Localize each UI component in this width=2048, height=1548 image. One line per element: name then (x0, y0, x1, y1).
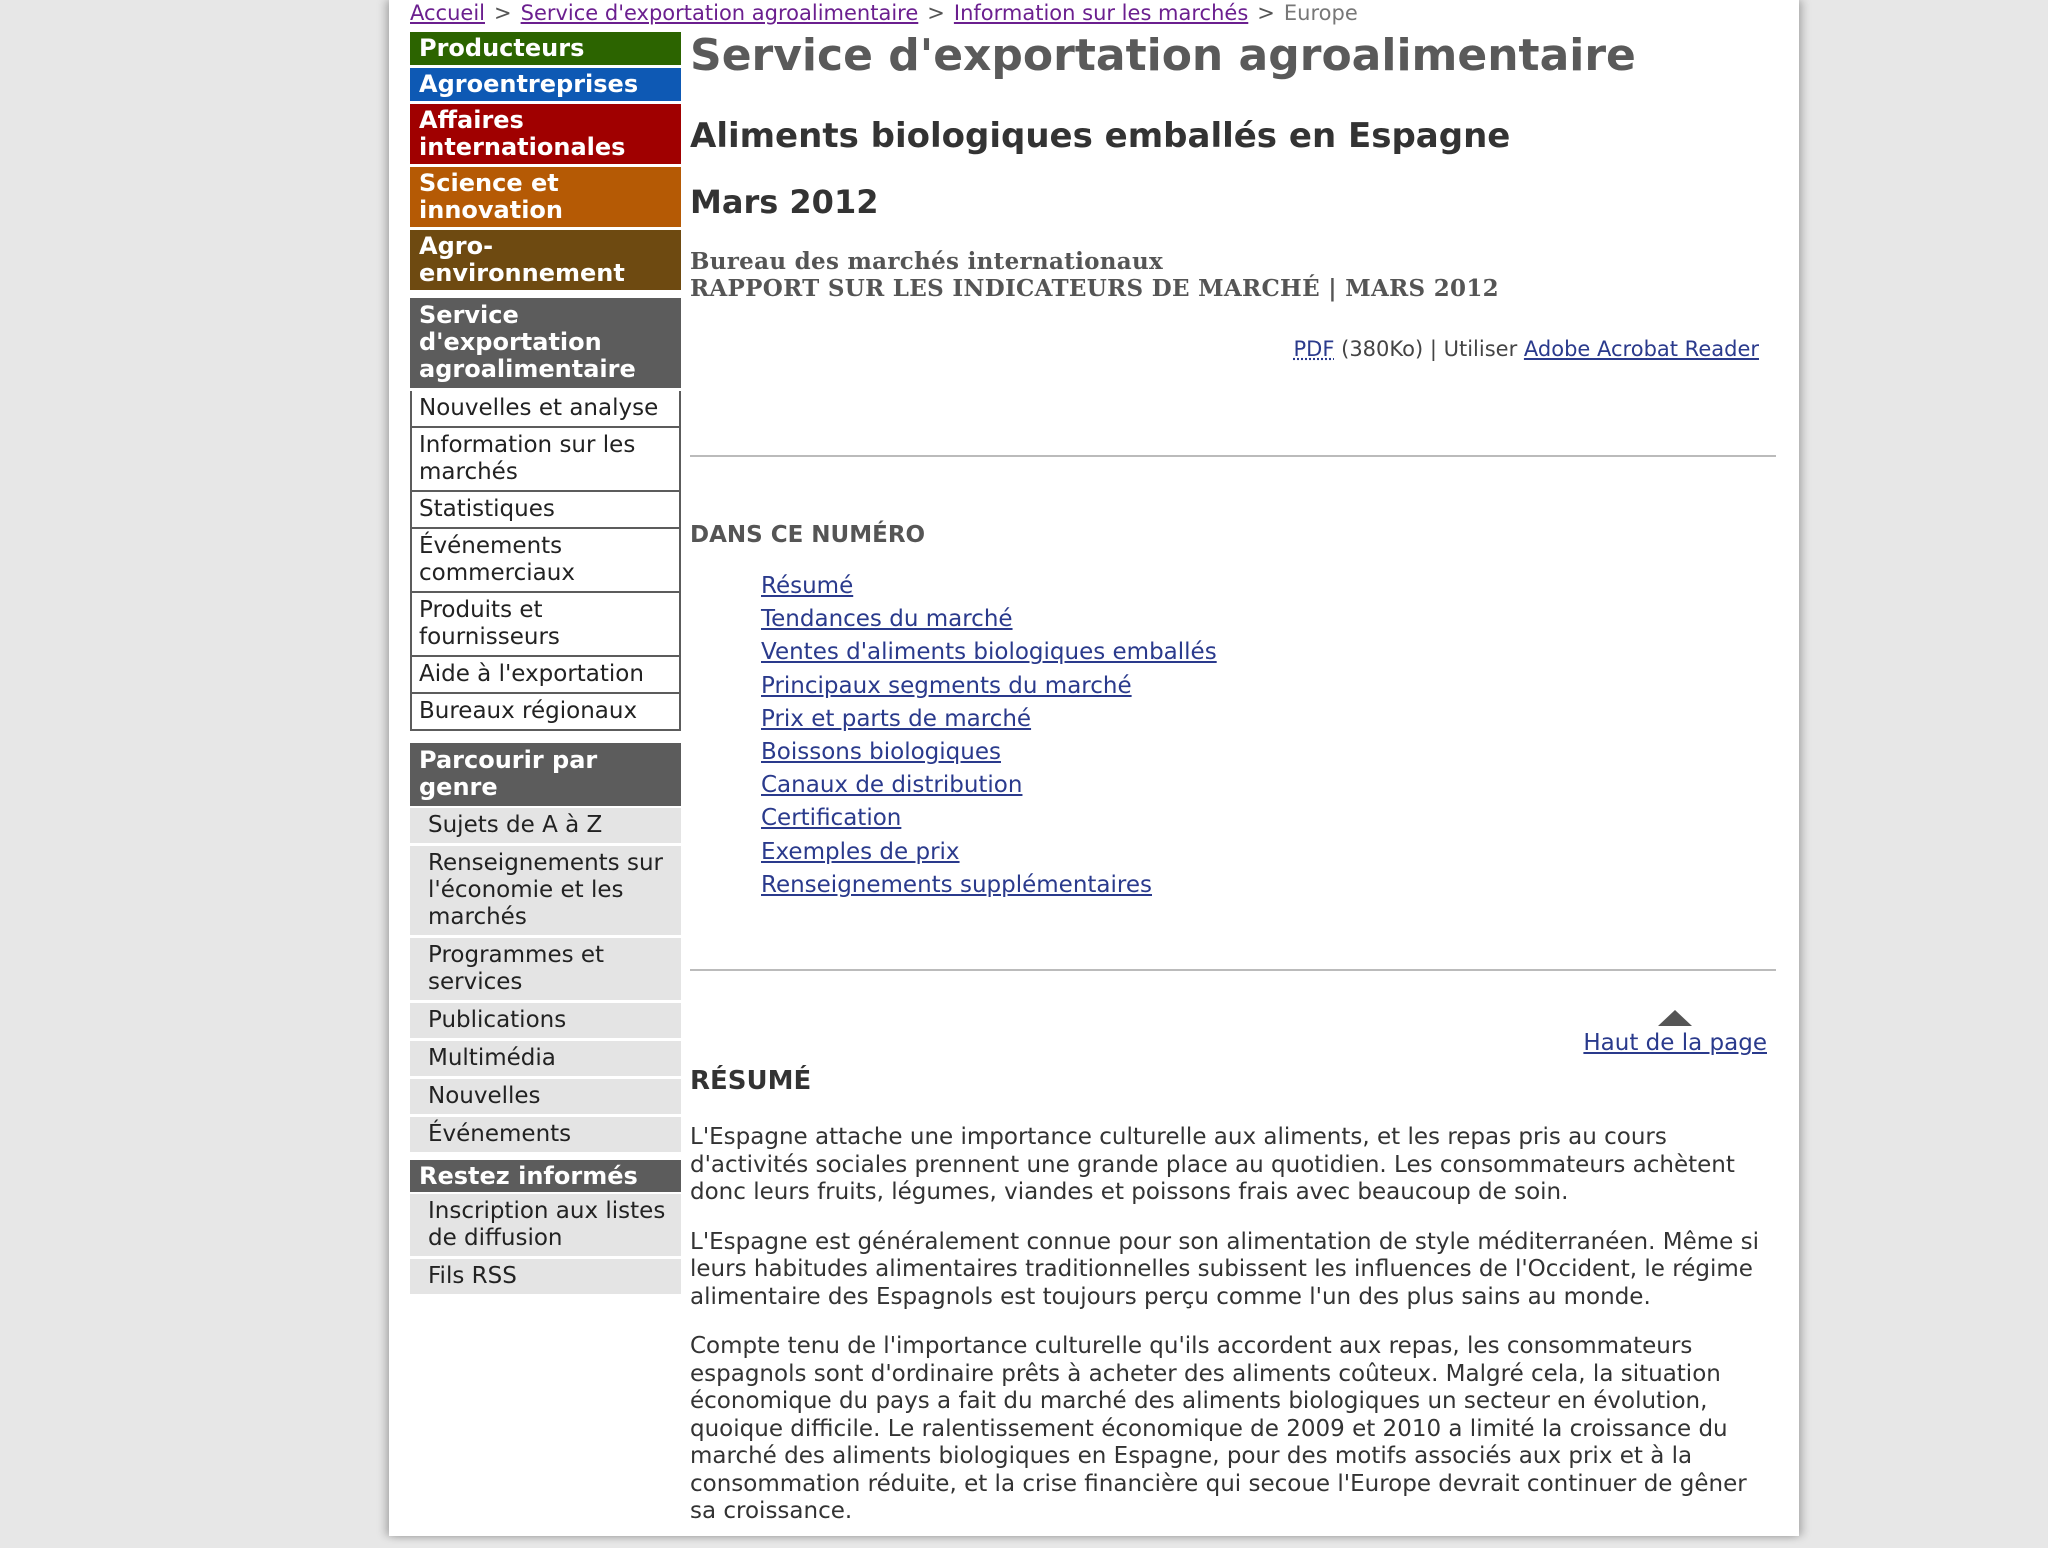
page-container (389, 0, 1799, 1536)
browse-item-multimedia[interactable]: Multimédia (410, 1041, 681, 1076)
summary-paragraph: L'Espagne attache une importance culturelle aux aliments, et les repas pris au cours d'activités sociales prennent une grande place au quotidien. Les consommateurs achètent donc leurs fruits, légumes, viandes et poissons frais avec beaucoup de soin. (690, 1124, 1735, 1205)
report-series: RAPPORT SUR LES INDICATEURS DE MARCHÉ | MARS 2012 (690, 275, 1499, 302)
stay-item-rss[interactable]: Fils RSS (410, 1259, 681, 1294)
back-to-top-link[interactable]: Haut de la page (1583, 1030, 1767, 1056)
breadcrumb-separator: > (927, 1, 945, 25)
toc-item (761, 570, 1217, 603)
toc-item (761, 869, 1217, 902)
toc-link-sales[interactable]: Ventes d'aliments biologiques emballés (761, 639, 1217, 666)
breadcrumb-current: Europe (1283, 1, 1358, 25)
toc-item (761, 802, 1217, 835)
nav-section-title[interactable]: Service d'exportation agroalimentaire (410, 298, 681, 388)
stay-item-mailing-lists[interactable]: Inscription aux listes de diffusion (410, 1194, 681, 1256)
nav-science-innovation[interactable]: Science et innovation (410, 167, 681, 227)
breadcrumb-separator: > (494, 1, 512, 25)
browse-item-events[interactable]: Événements (410, 1117, 681, 1152)
up-arrow-icon[interactable] (1658, 1010, 1692, 1026)
toc-link-price-examples[interactable]: Exemples de prix (761, 838, 960, 865)
pdf-download-line (1294, 337, 1759, 361)
browse-item-programs-services[interactable]: Programmes et services (410, 938, 681, 1000)
bureau-name: Bureau des marchés internationaux (690, 248, 1164, 275)
breadcrumb (410, 1, 1358, 25)
breadcrumb-separator: > (1257, 1, 1275, 25)
toc-link-prices-shares[interactable]: Prix et parts de marché (761, 705, 1032, 732)
nav-item-trade-events[interactable]: Événements commerciaux (412, 527, 679, 591)
toc-item (761, 769, 1217, 802)
section-heading-summary: RÉSUMÉ (690, 1066, 812, 1096)
pdf-use-text: | Utiliser (1429, 337, 1518, 361)
nav-agri-environment[interactable]: Agro-environnement (410, 230, 681, 290)
summary-body (690, 1124, 1770, 1548)
report-title: Aliments biologiques emballés en Espagne (690, 116, 1511, 156)
toc-item (761, 636, 1217, 669)
toc-link-certification[interactable]: Certification (761, 805, 902, 832)
nav-international-affairs[interactable]: Affaires internationales (410, 104, 681, 164)
toc-item (761, 703, 1217, 736)
breadcrumb-agrifood-export[interactable]: Service d'exportation agroalimentaire (520, 1, 919, 25)
nav-section-list (410, 391, 681, 731)
nav-item-news-analysis[interactable]: Nouvelles et analyse (419, 395, 659, 421)
toc-link-summary[interactable]: Résumé (761, 573, 854, 599)
summary-paragraph: Compte tenu de l'importance culturelle qu'ils accordent aux repas, les consommateurs espagnols sont d'ordinaire prêts à acheter des aliments coûteux. Malgré cela, la situation économique du pays a fait du marché des aliments biologiques un secteur en évolution, quoique difficile. Le ralentissement économique de 2009 et 2010 a limité la croissance du marché des aliments biologiques en Espagne, pour des motifs associés aux prix et à la consommation réduite, et la crise financière qui secoue l'Europe devrait continuer de gêner sa croissance. (690, 1333, 1747, 1524)
acrobat-reader-link[interactable]: Adobe Acrobat Reader (1523, 337, 1759, 361)
stay-informed-title: Restez informés (410, 1160, 681, 1192)
browse-by-genre-title: Parcourir par genre (410, 743, 681, 806)
browse-item-publications[interactable]: Publications (410, 1003, 681, 1038)
nav-item-market-info[interactable]: Information sur les marchés (412, 426, 679, 490)
divider (690, 455, 1776, 457)
nav-item-regional-offices[interactable]: Bureaux régionaux (412, 692, 679, 729)
nav-producers[interactable]: Producteurs (410, 32, 681, 65)
pdf-link[interactable]: PDF (1293, 337, 1335, 361)
report-bureau (690, 248, 1499, 302)
toc-heading: DANS CE NUMÉRO (690, 522, 926, 548)
summary-paragraph: L'Espagne est généralement connue pour son alimentation de style méditerranéen. Même si leurs habitudes alimentaires traditionnelles subissent les influences de l'Occident, le régime alimentaire des Espagnols est toujours perçu comme l'un des plus sains au monde. (690, 1228, 1759, 1310)
stay-informed-list (410, 1194, 681, 1294)
nav-item-export-help[interactable]: Aide à l'exportation (412, 655, 679, 692)
nav-item-statistics[interactable]: Statistiques (412, 490, 679, 527)
browse-item-news[interactable]: Nouvelles (410, 1079, 681, 1114)
divider (690, 969, 1776, 971)
browse-item-economy-markets[interactable]: Renseignements sur l'économie et les marchés (410, 846, 681, 935)
toc-item (761, 670, 1217, 703)
toc-link-market-trends[interactable]: Tendances du marché (761, 606, 1013, 633)
toc-item (761, 603, 1217, 636)
browse-item-topics-az[interactable]: Sujets de A à Z (410, 808, 681, 843)
left-navigation (410, 32, 681, 1294)
toc-item (761, 736, 1217, 769)
back-to-top (1583, 1010, 1767, 1056)
toc-link-segments[interactable]: Principaux segments du marché (761, 672, 1132, 699)
report-date: Mars 2012 (690, 183, 879, 221)
toc-list (761, 570, 1217, 902)
browse-list (410, 808, 681, 1152)
page-title: Service d'exportation agroalimentaire (690, 30, 1636, 81)
nav-agribusiness[interactable]: Agroentreprises (410, 68, 681, 101)
toc-item (761, 836, 1217, 869)
toc-link-more-info[interactable]: Renseignements supplémentaires (761, 871, 1152, 898)
nav-item-products-suppliers[interactable]: Produits et fournisseurs (412, 591, 679, 655)
breadcrumb-market-info[interactable]: Information sur les marchés (953, 1, 1249, 25)
pdf-size: (380Ko) (1341, 337, 1424, 361)
breadcrumb-home[interactable]: Accueil (410, 1, 485, 25)
toc-link-distribution[interactable]: Canaux de distribution (761, 772, 1023, 799)
toc-link-beverages[interactable]: Boissons biologiques (761, 739, 1001, 766)
